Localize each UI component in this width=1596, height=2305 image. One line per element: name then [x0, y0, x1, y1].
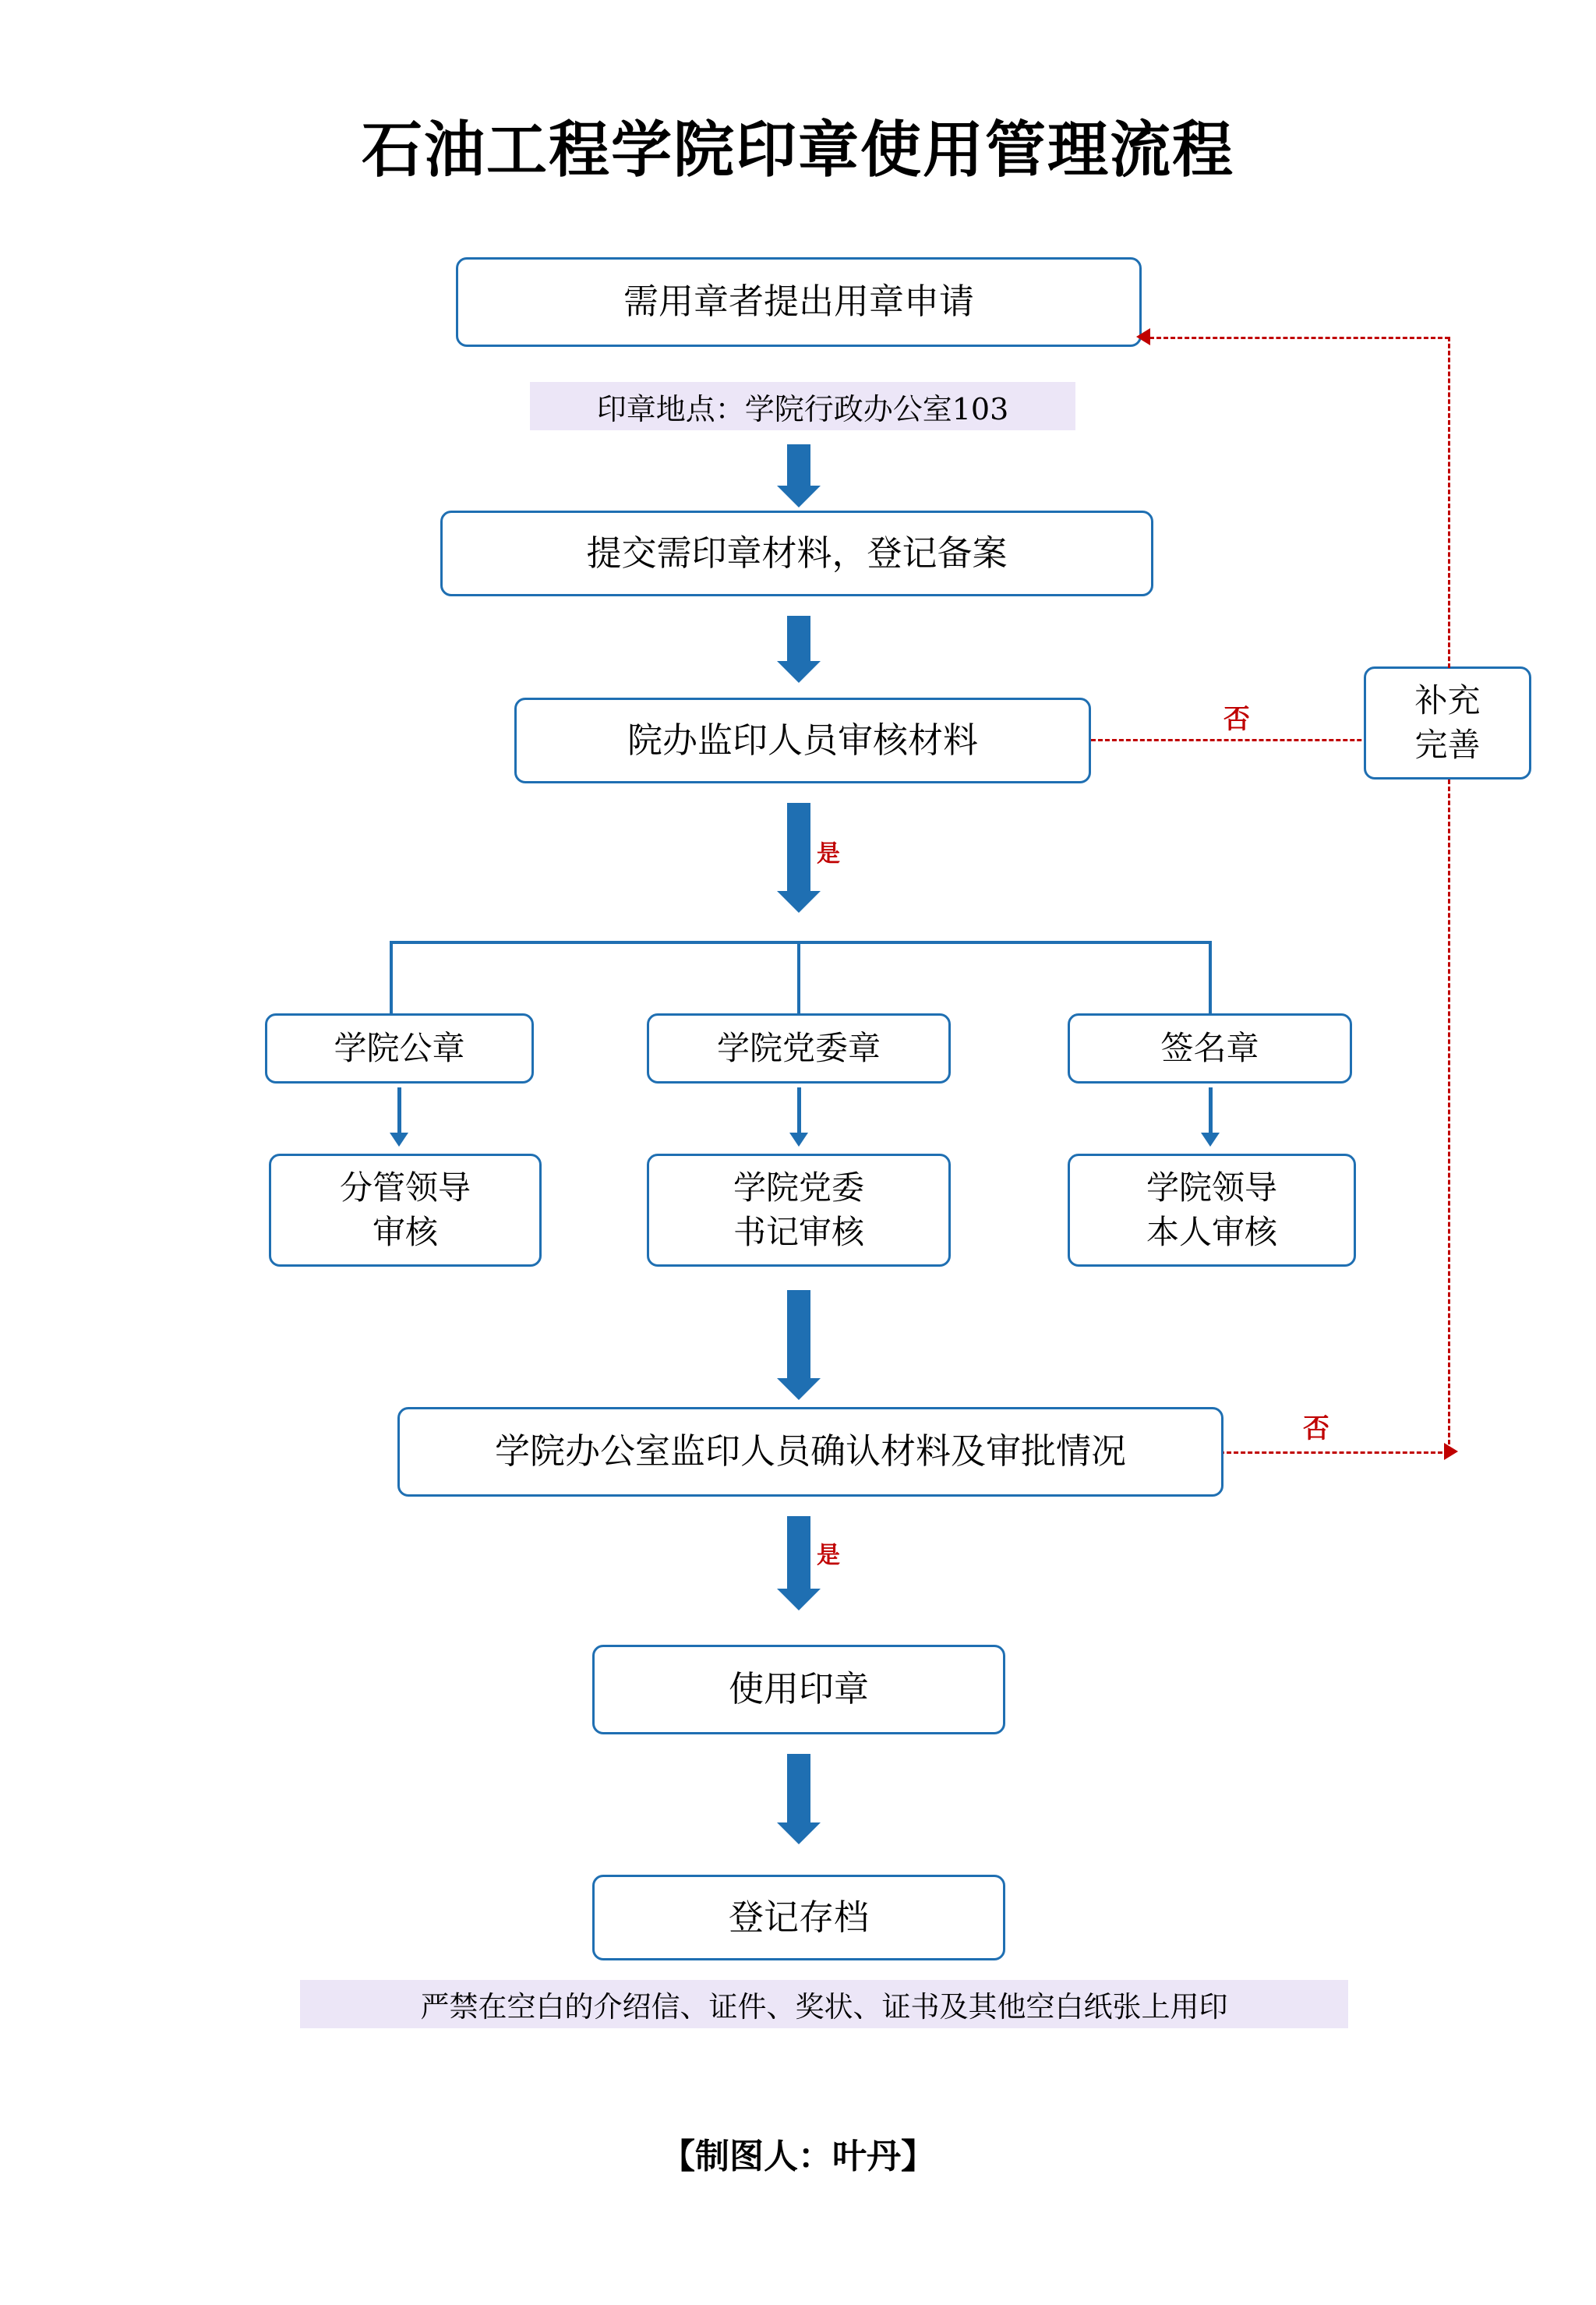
branch-stem-left	[390, 941, 393, 1015]
page-title: 石油工程学院印章使用管理流程	[361, 115, 1234, 186]
node-seal-signature	[1068, 1013, 1352, 1084]
node-submit-label: 提交需印章材料，登记备案	[586, 532, 1008, 574]
arrow-apply-to-submit	[787, 444, 810, 487]
arrow-approve-to-confirm	[787, 1290, 810, 1380]
node-archive	[592, 1875, 1005, 1960]
reject-label-review: 否	[1223, 704, 1250, 735]
return-arrow-apply	[1136, 328, 1150, 345]
node-approve-leader-line2: 审核	[372, 1212, 438, 1251]
node-review	[514, 698, 1091, 783]
arrow-submit-to-review	[787, 616, 810, 663]
node-seal-party-label: 学院党委章	[716, 1028, 881, 1067]
node-approve-leader-line1: 分管领导	[339, 1168, 471, 1207]
footer-author: 【制图人：叶丹】	[661, 2137, 935, 2176]
node-seal-college-label: 学院公章	[334, 1028, 465, 1067]
arrow-seal-college-down	[397, 1087, 401, 1134]
note-warning	[300, 1980, 1348, 2028]
arrow-seal-signature-down	[1209, 1087, 1213, 1134]
node-archive-label: 登记存档	[728, 1896, 869, 1938]
reject-line-confirm-up	[1448, 780, 1450, 1451]
note-seal-location	[530, 382, 1075, 430]
node-confirm	[397, 1407, 1223, 1497]
node-apply	[456, 257, 1142, 347]
arrow-confirm-to-use	[787, 1516, 810, 1590]
node-review-label: 院办监印人员审核材料	[627, 719, 978, 761]
arrow-review-to-branch	[787, 803, 810, 893]
branch-stem-right	[1209, 941, 1212, 1015]
node-approve-party	[647, 1154, 951, 1267]
node-seal-signature-label: 签名章	[1160, 1028, 1259, 1067]
node-supplement	[1364, 666, 1531, 780]
node-submit	[440, 511, 1153, 596]
node-approve-self	[1068, 1154, 1356, 1267]
note-seal-location-label: 印章地点：学院行政办公室103	[596, 391, 1009, 426]
reject-arrow-confirm	[1444, 1443, 1458, 1460]
node-supplement-line2: 完善	[1414, 725, 1481, 764]
node-approve-self-line1: 学院领导	[1146, 1168, 1277, 1207]
node-apply-label: 需用章者提出用章申请	[623, 281, 974, 323]
node-supplement-line1: 补充	[1414, 681, 1481, 719]
yes-label-confirm: 是	[817, 1542, 840, 1569]
node-approve-party-line1: 学院党委	[733, 1168, 864, 1207]
node-confirm-label: 学院办公室监印人员确认材料及审批情况	[494, 1430, 1126, 1472]
node-use-seal-label: 使用印章	[728, 1668, 869, 1710]
note-warning-label: 严禁在空白的介绍信、证件、奖状、证书及其他空白纸张上用印	[420, 1990, 1228, 2024]
node-seal-college	[265, 1013, 534, 1084]
reject-line-confirm	[1220, 1451, 1449, 1454]
branch-bus	[390, 941, 1212, 944]
yes-label-review: 是	[817, 840, 840, 868]
reject-label-confirm: 否	[1303, 1413, 1329, 1444]
node-approve-leader	[269, 1154, 542, 1267]
node-approve-party-line2: 书记审核	[733, 1212, 864, 1251]
branch-stem-mid	[797, 941, 800, 1015]
node-approve-self-line2: 本人审核	[1146, 1212, 1277, 1251]
node-use-seal	[592, 1645, 1005, 1734]
arrow-seal-party-down	[797, 1087, 801, 1134]
node-seal-party	[647, 1013, 951, 1084]
arrow-use-to-archive	[787, 1754, 810, 1824]
return-line-horizontal	[1149, 337, 1449, 339]
return-line-vertical	[1448, 337, 1450, 668]
